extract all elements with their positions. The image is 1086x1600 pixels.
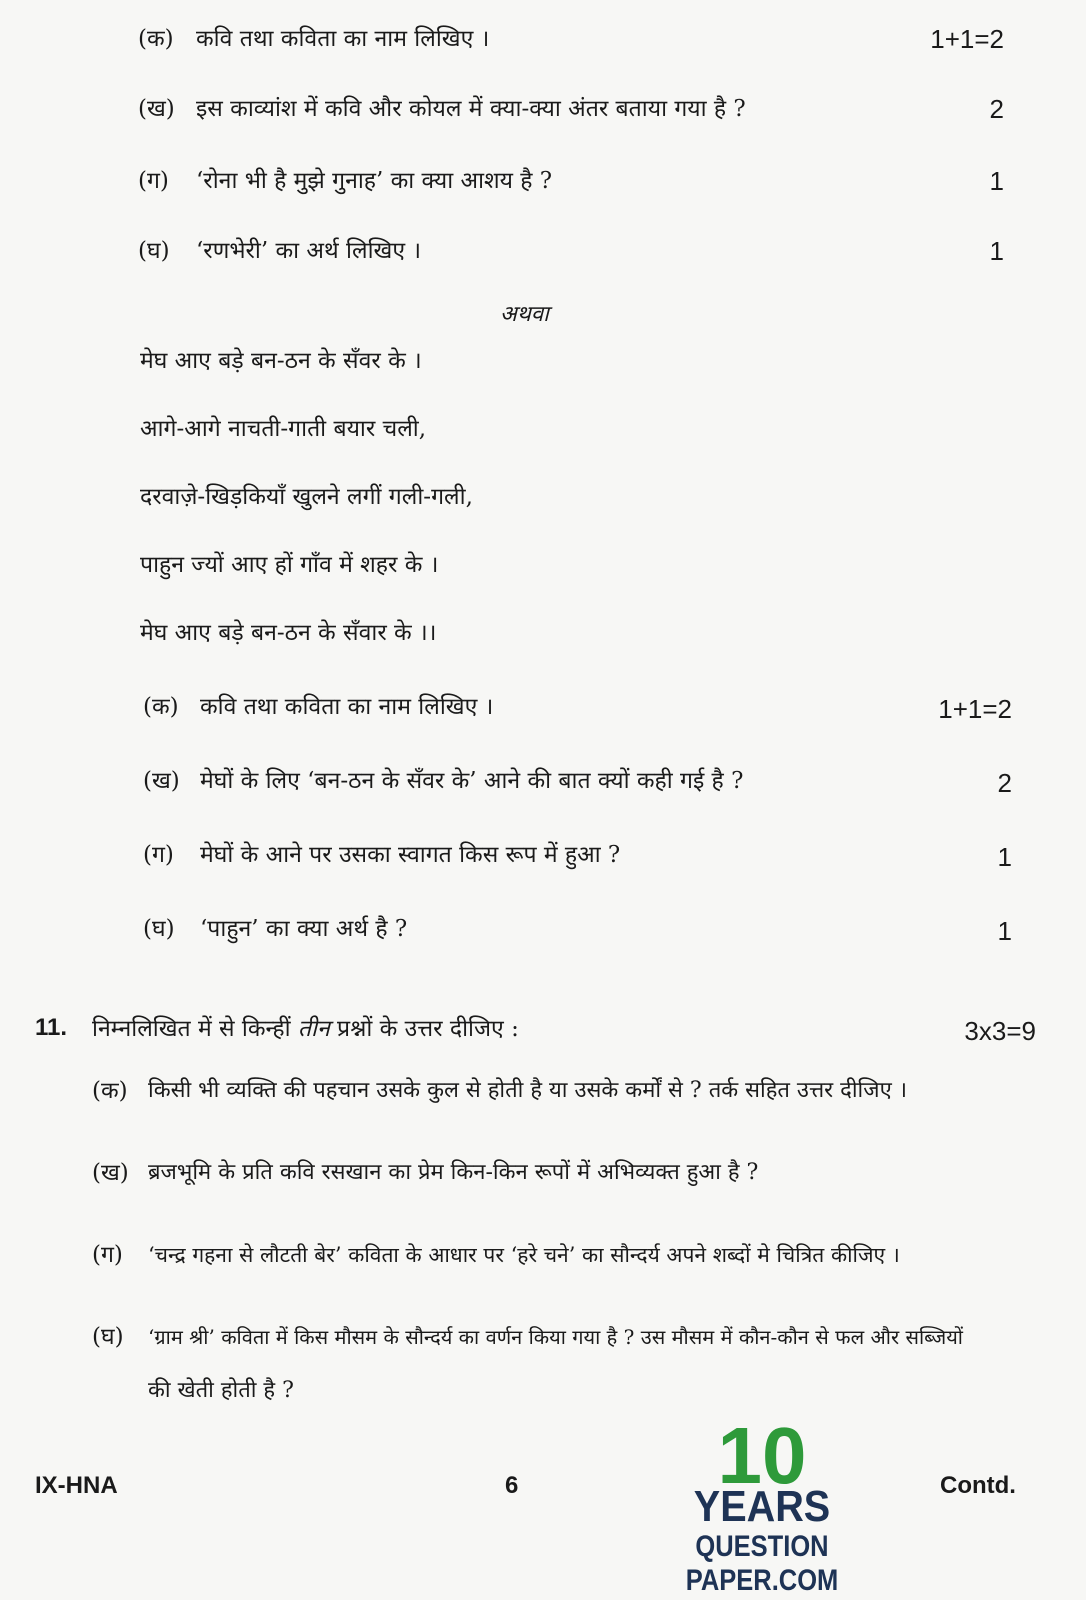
set-b-marks-ka: 1+1=2 [938,694,1012,724]
q11-question-ga: ‘चन्द्र गहना से लौटती बेर’ कविता के आधार पर ‘हरे चने’ का सौन्दर्य अपने शब्दों मे चित्रित कीजिए । [148,1243,900,1267]
poem-line: मेघ आए बड़े बन-ठन के सँवर के । [140,348,422,374]
poem-line: आगे-आगे नाचती-गाती बयार चली, [140,416,427,442]
logo-site: QUESTION PAPER.COM [685,1530,839,1597]
watermark-logo [612,1411,912,1597]
q11-question-gha-continuation: की खेती होती है ? [148,1378,294,1403]
set-b-label-kha: (ख) [143,768,180,794]
q11-label-ka: (क) [92,1078,128,1104]
logo-years: YEARS [693,1482,831,1531]
set-b-marks-ga: 1 [997,842,1012,872]
poem-line: पाहुन ज्यों आए हों गाँव में शहर के । [140,552,439,578]
q11-label-kha: (ख) [92,1160,129,1186]
set-a-question-ga: ‘रोना भी है मुझे गुनाह’ का क्या आशय है ? [196,168,553,194]
set-a-marks-gha: 1 [989,236,1004,266]
logo-number: 10 [717,1411,807,1500]
question-number: 11. [35,1014,68,1041]
set-a-label-ka: (क) [138,26,174,52]
set-b-label-ka: (क) [143,694,179,720]
prompt-text-after: प्रश्नों के उत्तर दीजिए : [329,1016,519,1042]
prompt-text-italic: तीन [297,1016,330,1042]
set-a-marks-ka: 1+1=2 [930,24,1004,54]
question-prompt [92,1014,519,1044]
set-a-marks-kha: 2 [989,94,1004,124]
set-b-marks-kha: 2 [997,768,1012,798]
q11-label-gha: (घ) [92,1324,124,1350]
set-a-label-ga: (ग) [138,168,169,194]
set-b-question-gha: ‘पाहुन’ का क्या अर्थ है ? [200,916,408,942]
poem-line: मेघ आए बड़े बन-ठन के सँवार के ।। [140,620,437,646]
set-a-marks-ga: 1 [989,166,1004,196]
q11-question-gha: ‘ग्राम श्री’ कविता में किस मौसम के सौन्दर्य का वर्णन किया गया है ? उस मौसम में कौन-कौन से फल और सब्जियों [148,1325,963,1349]
set-b-question-ga: मेघों के आने पर उसका स्वागत किस रूप में हुआ ? [200,842,621,868]
paper-code: IX-HNA [35,1472,118,1499]
set-b-label-gha: (घ) [143,916,175,942]
contd-label: Contd. [940,1472,1016,1499]
set-b-marks-gha: 1 [997,916,1012,946]
q11-question-ka: किसी भी व्यक्ति की पहचान उसके कुल से होती है या उसके कर्मों से ? तर्क सहित उत्तर दीजिए । [148,1078,908,1103]
set-b-question-ka: कवि तथा कविता का नाम लिखिए । [200,694,494,720]
athva-heading: अथवा [500,302,549,327]
poem-line: दरवाज़े-खिड़कियाँ खुलने लगीं गली-गली, [140,484,473,510]
set-a-label-kha: (ख) [138,96,175,122]
set-a-question-kha: इस काव्यांश में कवि और कोयल में क्या-क्या अंतर बताया गया है ? [196,96,746,122]
q11-marks: 3x3=9 [964,1016,1036,1046]
page-number: 6 [505,1472,519,1499]
set-a-label-gha: (घ) [138,238,170,264]
set-b-label-ga: (ग) [143,842,174,868]
set-a-question-ka: कवि तथा कविता का नाम लिखिए । [196,26,490,52]
q11-question-kha: ब्रजभूमि के प्रति कवि रसखान का प्रेम किन-किन रूपों में अभिव्यक्त हुआ है ? [148,1160,759,1185]
prompt-text-before: निम्नलिखित में से किन्हीं [92,1016,298,1042]
set-a-question-gha: ‘रणभेरी’ का अर्थ लिखिए । [196,238,422,264]
set-b-question-kha: मेघों के लिए ‘बन-ठन के सँवर के’ आने की बात क्यों कही गई है ? [200,768,744,794]
q11-label-ga: (ग) [92,1242,123,1268]
